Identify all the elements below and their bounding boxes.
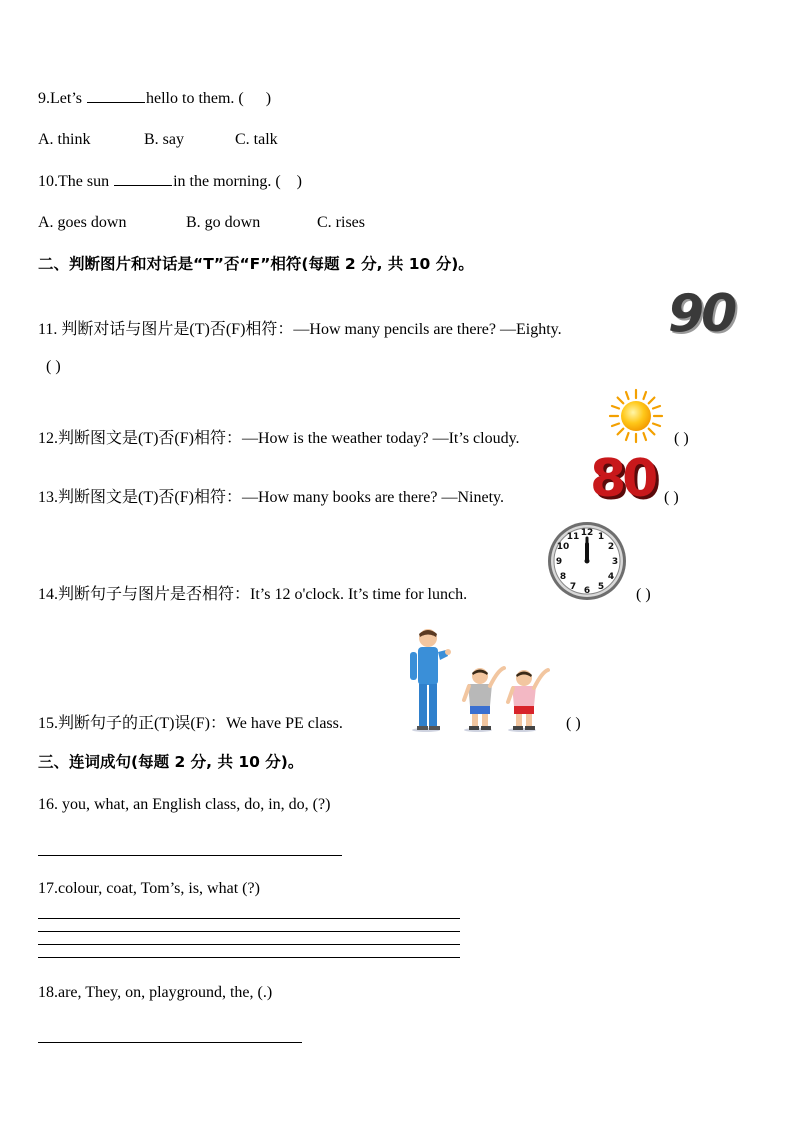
- q9-option-b[interactable]: B. say: [144, 131, 184, 148]
- svg-text:4: 4: [607, 572, 615, 582]
- svg-text:2: 2: [607, 542, 615, 552]
- q10-text-after: in the morning. (: [173, 173, 281, 190]
- question-9: [38, 88, 271, 109]
- q10-text-before: 10.The sun: [38, 173, 114, 190]
- number-80-text: 80: [590, 449, 655, 509]
- q15-answer-paren[interactable]: ( ): [566, 715, 581, 732]
- question-16: 16. you, what, an English class, do, in, do, (?): [38, 796, 331, 813]
- child-figure: [464, 668, 504, 732]
- svg-text:10: 10: [556, 542, 570, 552]
- q9-paren-close: ): [265, 90, 272, 107]
- svg-text:3: 3: [611, 557, 619, 567]
- writing-guide-line: [38, 957, 460, 958]
- section-3-heading: 三、连词成句(每题 2 分, 共 10 分)。: [38, 753, 304, 771]
- question-10: [38, 171, 302, 192]
- number-90-text: 90: [668, 284, 735, 344]
- clock-icon: [546, 520, 628, 602]
- q14-answer-paren[interactable]: ( ): [636, 586, 651, 603]
- q13-answer-paren[interactable]: ( ): [664, 489, 679, 506]
- svg-text:12: 12: [580, 528, 594, 538]
- question-18: 18.are, They, on, playground, the, (.): [38, 984, 273, 1001]
- q10-option-b[interactable]: B. go down: [186, 214, 261, 231]
- answer-blank[interactable]: [87, 88, 145, 103]
- q12-answer-paren[interactable]: ( ): [674, 430, 689, 447]
- svg-text:11: 11: [566, 532, 580, 542]
- sun-icon: [608, 388, 664, 444]
- q11-answer-paren[interactable]: ( ): [46, 358, 61, 375]
- svg-text:6: 6: [583, 586, 591, 596]
- svg-text:5: 5: [597, 582, 605, 592]
- question-15: 15.判断句子的正(T)误(F)：We have PE class.: [38, 715, 343, 732]
- number-90-image: [668, 284, 735, 344]
- child-figure: [508, 670, 548, 732]
- answer-blank[interactable]: [114, 171, 172, 186]
- question-13: 13.判断图文是(T)否(F)相符：—How many books are there? —Ninety.: [38, 489, 504, 506]
- writing-guide-line: [38, 944, 460, 945]
- svg-text:9: 9: [555, 557, 563, 567]
- question-12: 12.判断图文是(T)否(F)相符：—How is the weather today? —It’s cloudy.: [38, 430, 520, 447]
- svg-text:8: 8: [559, 572, 567, 582]
- teacher-figure: [410, 629, 451, 732]
- answer-line[interactable]: [38, 855, 342, 856]
- answer-line[interactable]: [38, 918, 460, 919]
- question-17: 17.colour, coat, Tom’s, is, what (?): [38, 880, 260, 897]
- answer-line[interactable]: [38, 1042, 302, 1043]
- q10-paren-close: ): [296, 173, 302, 190]
- q9-option-c[interactable]: C. talk: [235, 131, 278, 148]
- svg-text:1: 1: [597, 532, 605, 542]
- section-2-heading: 二、判断图片和对话是“T”否“F”相符(每题 2 分, 共 10 分)。: [38, 255, 474, 273]
- q9-text-after: hello to them. (: [146, 90, 244, 107]
- writing-guide-line: [38, 931, 460, 932]
- number-80-image: [590, 449, 655, 509]
- question-14: 14.判断句子与图片是否相符：It’s 12 o'clock. It’s time for lunch.: [38, 586, 468, 603]
- q9-text-before: 9.Let’s: [38, 90, 86, 107]
- svg-text:7: 7: [569, 582, 577, 592]
- q10-option-a[interactable]: A. goes down: [38, 214, 127, 231]
- q9-option-a[interactable]: A. think: [38, 131, 91, 148]
- pe-class-image: [406, 626, 550, 732]
- question-11: 11. 判断对话与图片是(T)否(F)相符：—How many pencils are there? —Eighty.: [38, 321, 562, 338]
- q10-option-c[interactable]: C. rises: [317, 214, 365, 231]
